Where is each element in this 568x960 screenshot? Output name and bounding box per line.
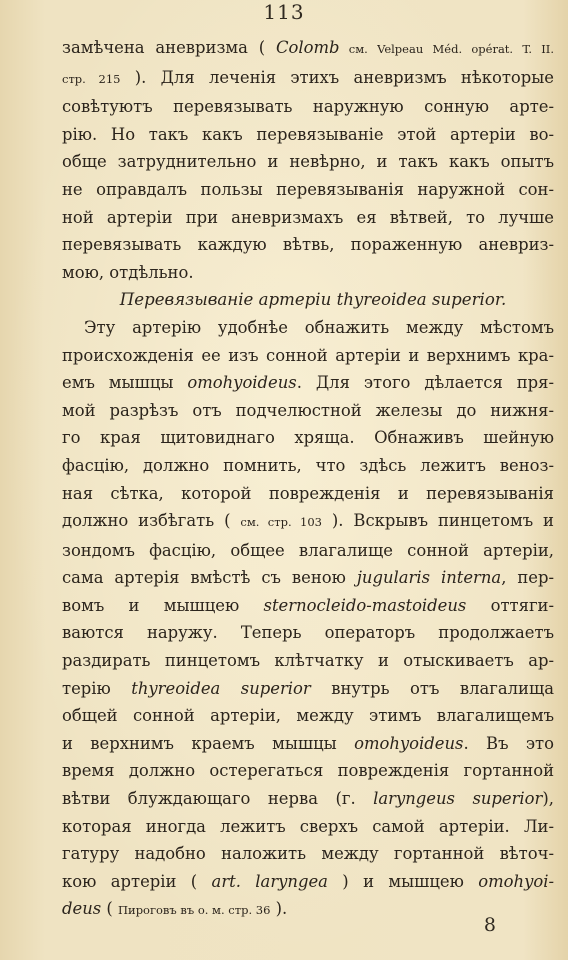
text-line: которая иногда лежитъ сверхъ самой артеріи. Ли- bbox=[62, 816, 554, 836]
text-line: обще затруднительно и невѣрно, и такъ какъ опытъ bbox=[62, 152, 554, 172]
text-line: не оправдалъ пользы перевязыванія наружной сон- bbox=[62, 179, 554, 199]
text-line: стр. 215 ). Для леченія этихъ аневризмъ нѣкоторые bbox=[62, 67, 554, 87]
text-line: ной артеріи при аневризмахъ ея вѣтвей, то лучше bbox=[62, 207, 554, 227]
text-line: гатуру надобно наложить между гортанной вѣточ- bbox=[62, 844, 554, 864]
text-line: вомъ и мышцею sternocleido-mastoideus оттяги- bbox=[62, 595, 554, 615]
text-line: совѣтуютъ перевязывать наружную сонную арте- bbox=[62, 97, 554, 117]
section-heading: Перевязываніе артеріи thyreoidea superior. bbox=[119, 290, 507, 310]
page-body bbox=[62, 34, 554, 925]
text-line: ваются наружу. Теперь операторъ продолжаетъ bbox=[62, 623, 554, 643]
text-line: время должно остерегаться поврежденія гортанной bbox=[62, 761, 554, 781]
text-line: сама артерія вмѣстѣ съ веною jugularis interna, пер- bbox=[62, 568, 554, 588]
text-line: кою артеріи ( art. laryngea ) и мышцею omohyoi- bbox=[62, 871, 554, 891]
text-line: должно избѣгать ( см. стр. 103 ). Вскрывъ пинцетомъ и bbox=[62, 511, 554, 531]
text-line: емъ мышцы omohyoideus. Для этого дѣлается пря- bbox=[62, 373, 554, 393]
text-line: замѣчена аневризма ( Colomb см. Velpeau Méd. opérat. T. II. bbox=[62, 38, 554, 57]
text-line: мою, отдѣльно. bbox=[62, 262, 194, 282]
text-line: зондомъ фасцію, общее влагалище сонной артеріи, bbox=[62, 540, 554, 560]
text-line: рію. Но такъ какъ перевязываніе этой артеріи во- bbox=[62, 124, 554, 144]
text-line: общей сонной артеріи, между этимъ влагалищемъ bbox=[62, 706, 554, 726]
text-line: раздирать пинцетомъ клѣтчатку и отыскиваетъ ар- bbox=[62, 651, 554, 671]
text-line: Эту артерію удобнѣе обнажить между мѣстомъ bbox=[84, 317, 554, 337]
text-line: deus ( Пироговъ въ о. м. стр. 36 ). bbox=[62, 899, 288, 919]
page-number: 113 bbox=[263, 0, 305, 24]
text-line: терію thyreoidea superior внутрь отъ влагалища bbox=[62, 678, 554, 698]
text-line: ная сѣтка, которой поврежденія и перевязыванія bbox=[62, 483, 554, 503]
text-line: фасцію, должно помнить, что здѣсь лежитъ венoз- bbox=[62, 455, 554, 475]
text-line: вѣтви блуждающаго нерва (г. laryngeus superior), bbox=[62, 789, 554, 809]
text-line: мой разрѣзъ отъ подчелюстной железы до нижня- bbox=[62, 400, 554, 420]
text-line: и верхнимъ краемъ мышцы omohyoideus. Въ это bbox=[62, 733, 554, 753]
text-line: го края щитовиднаго хряща. Обнаживъ шейную bbox=[62, 428, 554, 448]
signature-mark: 8 bbox=[483, 914, 496, 936]
text-line: происхожденія ее изъ сонной артеріи и верхнимъ кра- bbox=[62, 345, 554, 365]
text-line: перевязывать каждую вѣтвь, пораженную аневриз- bbox=[62, 235, 554, 255]
